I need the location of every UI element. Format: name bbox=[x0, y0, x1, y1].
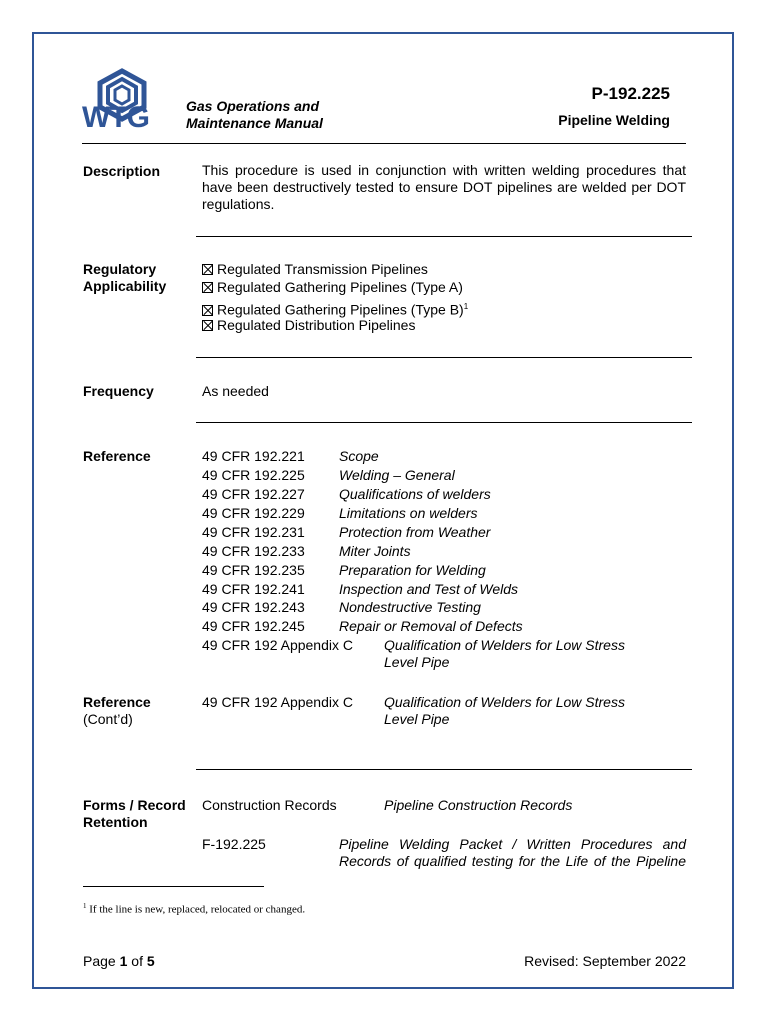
reference-title: Miter Joints bbox=[339, 543, 411, 559]
reference-title: Nondestructive Testing bbox=[339, 599, 481, 615]
checked-box-icon bbox=[202, 320, 213, 331]
reference-code: 49 CFR 192.241 bbox=[202, 581, 305, 597]
applicability-item bbox=[202, 298, 468, 319]
reference-appendix-code: 49 CFR 192 Appendix C bbox=[202, 637, 353, 653]
reference-code: 49 CFR 192.233 bbox=[202, 543, 305, 559]
reference-contd-label-text: Reference bbox=[83, 694, 151, 710]
applicability-item-text: Regulated Gathering Pipelines (Type B) bbox=[217, 301, 464, 318]
manual-title-line2: Maintenance Manual bbox=[186, 115, 323, 131]
reference-code: 49 CFR 192.229 bbox=[202, 505, 305, 521]
footnote-marker: 1 bbox=[83, 902, 87, 910]
reference-title: Protection from Weather bbox=[339, 524, 491, 540]
reference-title: Welding – General bbox=[339, 467, 455, 483]
applicability-item bbox=[202, 279, 463, 296]
document-number: P-192.225 bbox=[591, 84, 670, 103]
reference-contd-label bbox=[83, 694, 151, 728]
forms-row2-code: F-192.225 bbox=[202, 836, 266, 852]
applicability-item-text: Regulated Distribution Pipelines bbox=[217, 317, 416, 333]
logo-text: WTG bbox=[82, 101, 149, 134]
reference-code: 49 CFR 192.227 bbox=[202, 486, 305, 502]
forms-row1-title: Pipeline Construction Records bbox=[384, 797, 573, 813]
section-rule bbox=[196, 236, 692, 237]
applicability-label-line1: Regulatory bbox=[83, 261, 157, 277]
footnote-ref: 1 bbox=[463, 302, 469, 311]
applicability-item-text: Regulated Transmission Pipelines bbox=[217, 261, 428, 277]
page-current: 1 bbox=[119, 953, 128, 969]
document-name: Pipeline Welding bbox=[558, 112, 670, 128]
forms-label-line1: Forms / Record bbox=[83, 797, 186, 813]
footnote bbox=[83, 902, 305, 916]
page-prefix: Page bbox=[83, 953, 120, 969]
forms-label-line2: Retention bbox=[83, 814, 148, 830]
reference-code: 49 CFR 192.235 bbox=[202, 562, 305, 578]
revised-date: Revised: September 2022 bbox=[524, 953, 686, 969]
applicability-item bbox=[202, 317, 415, 334]
manual-title-line1: Gas Operations and bbox=[186, 98, 320, 114]
description-label: Description bbox=[83, 163, 161, 179]
reference-code: 49 CFR 192.225 bbox=[202, 467, 305, 483]
applicability-item bbox=[202, 261, 428, 278]
manual-title bbox=[186, 98, 323, 132]
reference-title: Preparation for Welding bbox=[339, 562, 486, 578]
reference-code: 49 CFR 192.245 bbox=[202, 618, 305, 634]
checked-box-icon bbox=[202, 264, 213, 275]
forms-label bbox=[83, 797, 186, 831]
reference-title: Scope bbox=[339, 448, 379, 464]
reference-title: Qualifications of welders bbox=[339, 486, 491, 502]
frequency-value: As needed bbox=[202, 383, 269, 399]
reference-title: Repair or Removal of Defects bbox=[339, 618, 523, 634]
reference-code: 49 CFR 192.231 bbox=[202, 524, 305, 540]
section-rule bbox=[196, 357, 692, 358]
reference-title: Limitations on welders bbox=[339, 505, 478, 521]
page-total: 5 bbox=[146, 953, 155, 969]
footnote-rule bbox=[83, 886, 264, 887]
reference-contd-title-line1: Qualification of Welders for Low Stress bbox=[384, 694, 625, 710]
checked-box-icon bbox=[202, 282, 213, 293]
section-rule bbox=[196, 769, 692, 770]
reference-appendix-title-line2: Level Pipe bbox=[384, 654, 450, 670]
applicability-label bbox=[83, 261, 166, 295]
reference-code: 49 CFR 192.243 bbox=[202, 599, 305, 615]
forms-row2-title: Pipeline Welding Packet / Written Procedures and Records of qualified testing for the Life of the Pipeline bbox=[339, 836, 686, 869]
frequency-label: Frequency bbox=[83, 383, 154, 399]
reference-appendix-title bbox=[384, 637, 625, 671]
applicability-label-line2: Applicability bbox=[83, 278, 167, 294]
reference-contd-title-line2: Level Pipe bbox=[384, 711, 450, 727]
forms-row1-code: Construction Records bbox=[202, 797, 337, 813]
footnote-text: If the line is new, replaced, relocated or changed. bbox=[86, 903, 306, 916]
reference-contd-code: 49 CFR 192 Appendix C bbox=[202, 694, 353, 710]
applicability-item-text: Regulated Gathering Pipelines (Type A) bbox=[217, 279, 463, 295]
reference-code: 49 CFR 192.221 bbox=[202, 448, 305, 464]
reference-appendix-title-line1: Qualification of Welders for Low Stress bbox=[384, 637, 625, 653]
description-text: This procedure is used in conjunction with written welding procedures that have been destructively tested to ensure DOT pipelines are welded per DOT regulations. bbox=[202, 162, 686, 212]
header-rule bbox=[82, 143, 686, 144]
reference-title: Inspection and Test of Welds bbox=[339, 581, 518, 597]
reference-contd-sublabel: (Cont’d) bbox=[83, 711, 133, 727]
reference-contd-title bbox=[384, 694, 625, 728]
checked-box-icon bbox=[202, 305, 213, 316]
page-separator: of bbox=[127, 953, 147, 969]
reference-label: Reference bbox=[83, 448, 151, 464]
page-number bbox=[83, 953, 155, 969]
section-rule bbox=[196, 422, 692, 423]
